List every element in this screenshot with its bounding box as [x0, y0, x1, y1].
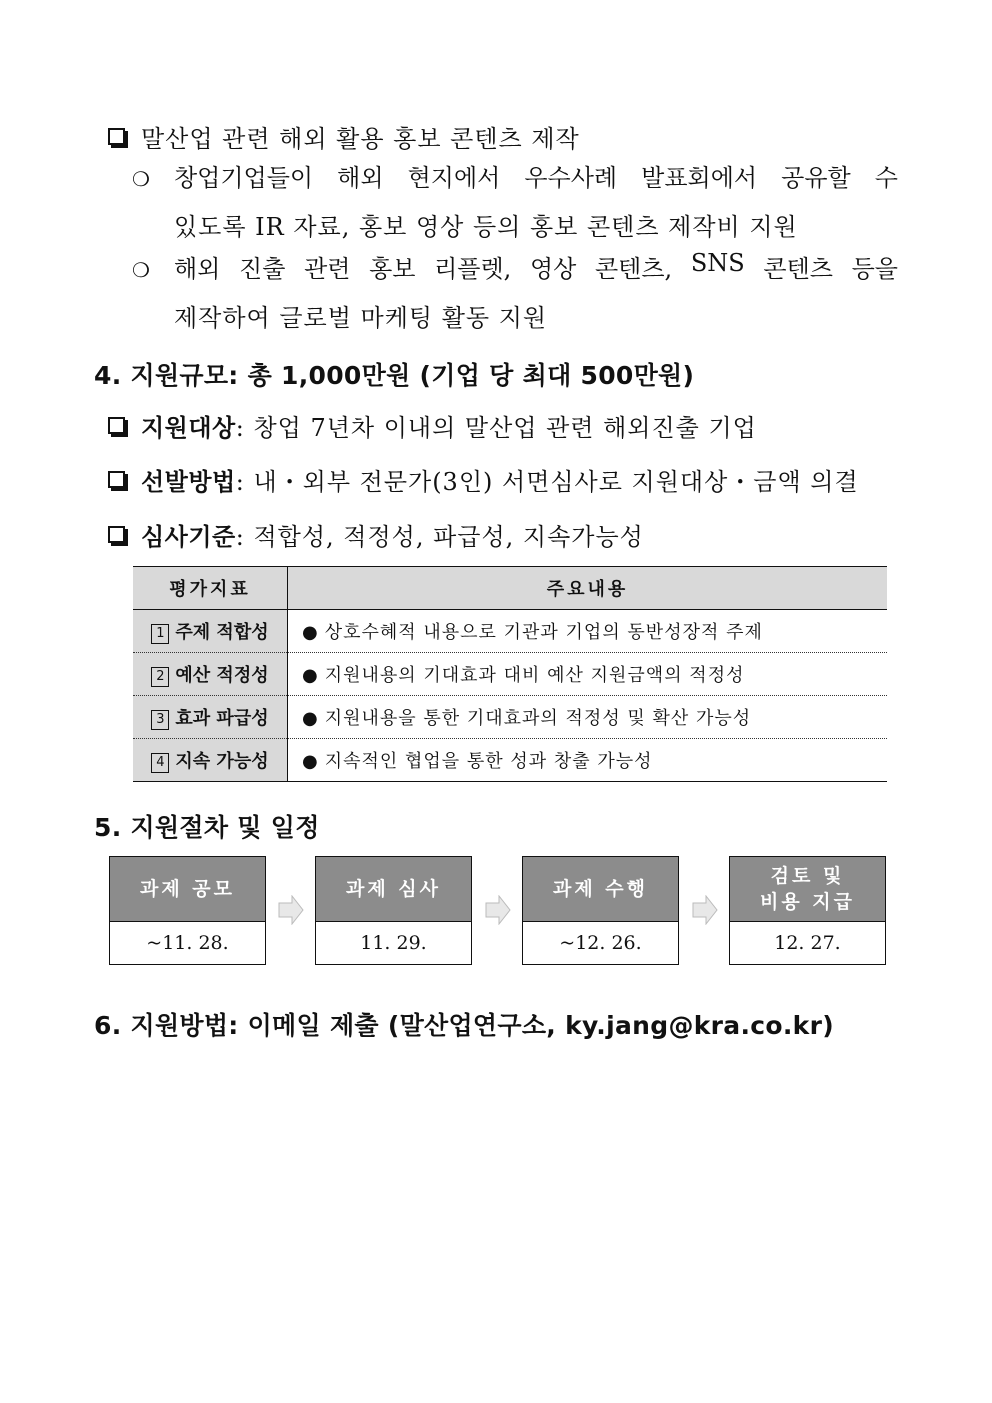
criteria-label-cell: 4 지속 가능성 — [133, 739, 288, 782]
bullet-dot-icon: ● — [302, 751, 319, 772]
process-step-4 — [729, 856, 886, 965]
support-target-text: : 창업 7년차 이내의 말산업 관련 해외진출 기업 — [235, 414, 757, 442]
process-step-3 — [522, 856, 679, 965]
table-header-row — [133, 567, 887, 610]
criteria-content-cell: ● 지원내용의 기대효과 대비 예산 지원금액의 적정성 — [288, 653, 888, 696]
step-date: 12. 27. — [730, 922, 885, 964]
circle-bullet-icon: ❍ — [132, 258, 150, 282]
table-row — [133, 739, 887, 782]
criteria-label-cell: 1 주제 적합성 — [133, 610, 288, 653]
promo-bullet-1-line1: 창업기업들이 해외 현지에서 우수사례 발표회에서 공유할 수 — [174, 164, 898, 192]
section-5-heading: 5. 지원절차 및 일정 — [94, 813, 320, 842]
square-bullet-icon — [108, 128, 125, 145]
arrow-right-icon — [278, 895, 304, 925]
selection-method-item — [108, 462, 859, 497]
circle-bullet-icon: ❍ — [132, 167, 150, 191]
bullet-dot-icon: ● — [302, 665, 319, 686]
step-date: ~12. 26. — [523, 922, 678, 964]
square-bullet-icon — [108, 417, 125, 434]
process-step-1 — [109, 856, 266, 965]
step-date: ~11. 28. — [110, 922, 265, 964]
criteria-content-cell: ● 상호수혜적 내용으로 기관과 기업의 동반성장적 주제 — [288, 610, 888, 653]
evaluation-table — [133, 566, 887, 782]
arrow-right-icon — [692, 895, 718, 925]
step-title: 과제 공모 — [110, 857, 265, 922]
support-target-item — [108, 408, 757, 443]
criteria-label-cell: 2 예산 적정성 — [133, 653, 288, 696]
step-title: 과제 수행 — [523, 857, 678, 922]
promo-section-item — [108, 119, 580, 154]
number-box: 1 — [151, 624, 169, 644]
table-row — [133, 610, 887, 653]
table-row — [133, 653, 887, 696]
review-criteria-text: : 적합성, 적정성, 파급성, 지속가능성 — [235, 523, 644, 551]
promo-section-title: 말산업 관련 해외 활용 홍보 콘텐츠 제작 — [141, 125, 580, 153]
review-criteria-label: 심사기준 — [141, 523, 236, 551]
selection-method-label: 선발방법 — [141, 468, 236, 496]
step-title: 과제 심사 — [316, 857, 471, 922]
number-box: 4 — [151, 753, 169, 773]
bullet-dot-icon: ● — [302, 622, 319, 643]
square-bullet-icon — [108, 471, 125, 488]
support-target-label: 지원대상 — [141, 414, 236, 442]
square-bullet-icon — [108, 526, 125, 543]
bullet-dot-icon: ● — [302, 708, 319, 729]
promo-bullet-1 — [132, 158, 902, 242]
promo-bullet-2-line1: 해외 진출 관련 홍보 리플렛, 영상 콘텐츠, SNS 콘텐츠 등을 — [174, 249, 898, 283]
promo-bullet-2 — [132, 249, 902, 333]
header-main-content: 주요내용 — [288, 567, 888, 610]
criteria-label-cell: 3 효과 파급성 — [133, 696, 288, 739]
section-4-heading: 4. 지원규모: 총 1,000만원 (기업 당 최대 500만원) — [94, 361, 695, 390]
number-box: 3 — [151, 710, 169, 730]
promo-bullet-2-line2: 제작하여 글로벌 마케팅 활동 지원 — [174, 304, 548, 332]
criteria-content-cell: ● 지원내용을 통한 기대효과의 적정성 및 확산 가능성 — [288, 696, 888, 739]
review-criteria-item — [108, 517, 644, 552]
promo-bullet-1-line2: 있도록 IR 자료, 홍보 영상 등의 홍보 콘텐츠 제작비 지원 — [174, 213, 798, 241]
step-date: 11. 29. — [316, 922, 471, 964]
section-6-heading: 6. 지원방법: 이메일 제출 (말산업연구소, ky.jang@kra.co.kr) — [94, 1011, 834, 1040]
selection-method-text: : 내・외부 전문가(3인) 서면심사로 지원대상・금액 의결 — [235, 468, 859, 496]
process-step-2 — [315, 856, 472, 965]
step-title: 검토 및 비용 지급 — [730, 857, 885, 922]
arrow-right-icon — [485, 895, 511, 925]
table-row — [133, 696, 887, 739]
criteria-content-cell: ● 지속적인 협업을 통한 성과 창출 가능성 — [288, 739, 888, 782]
header-evaluation-index: 평가지표 — [133, 567, 288, 610]
number-box: 2 — [151, 667, 169, 687]
